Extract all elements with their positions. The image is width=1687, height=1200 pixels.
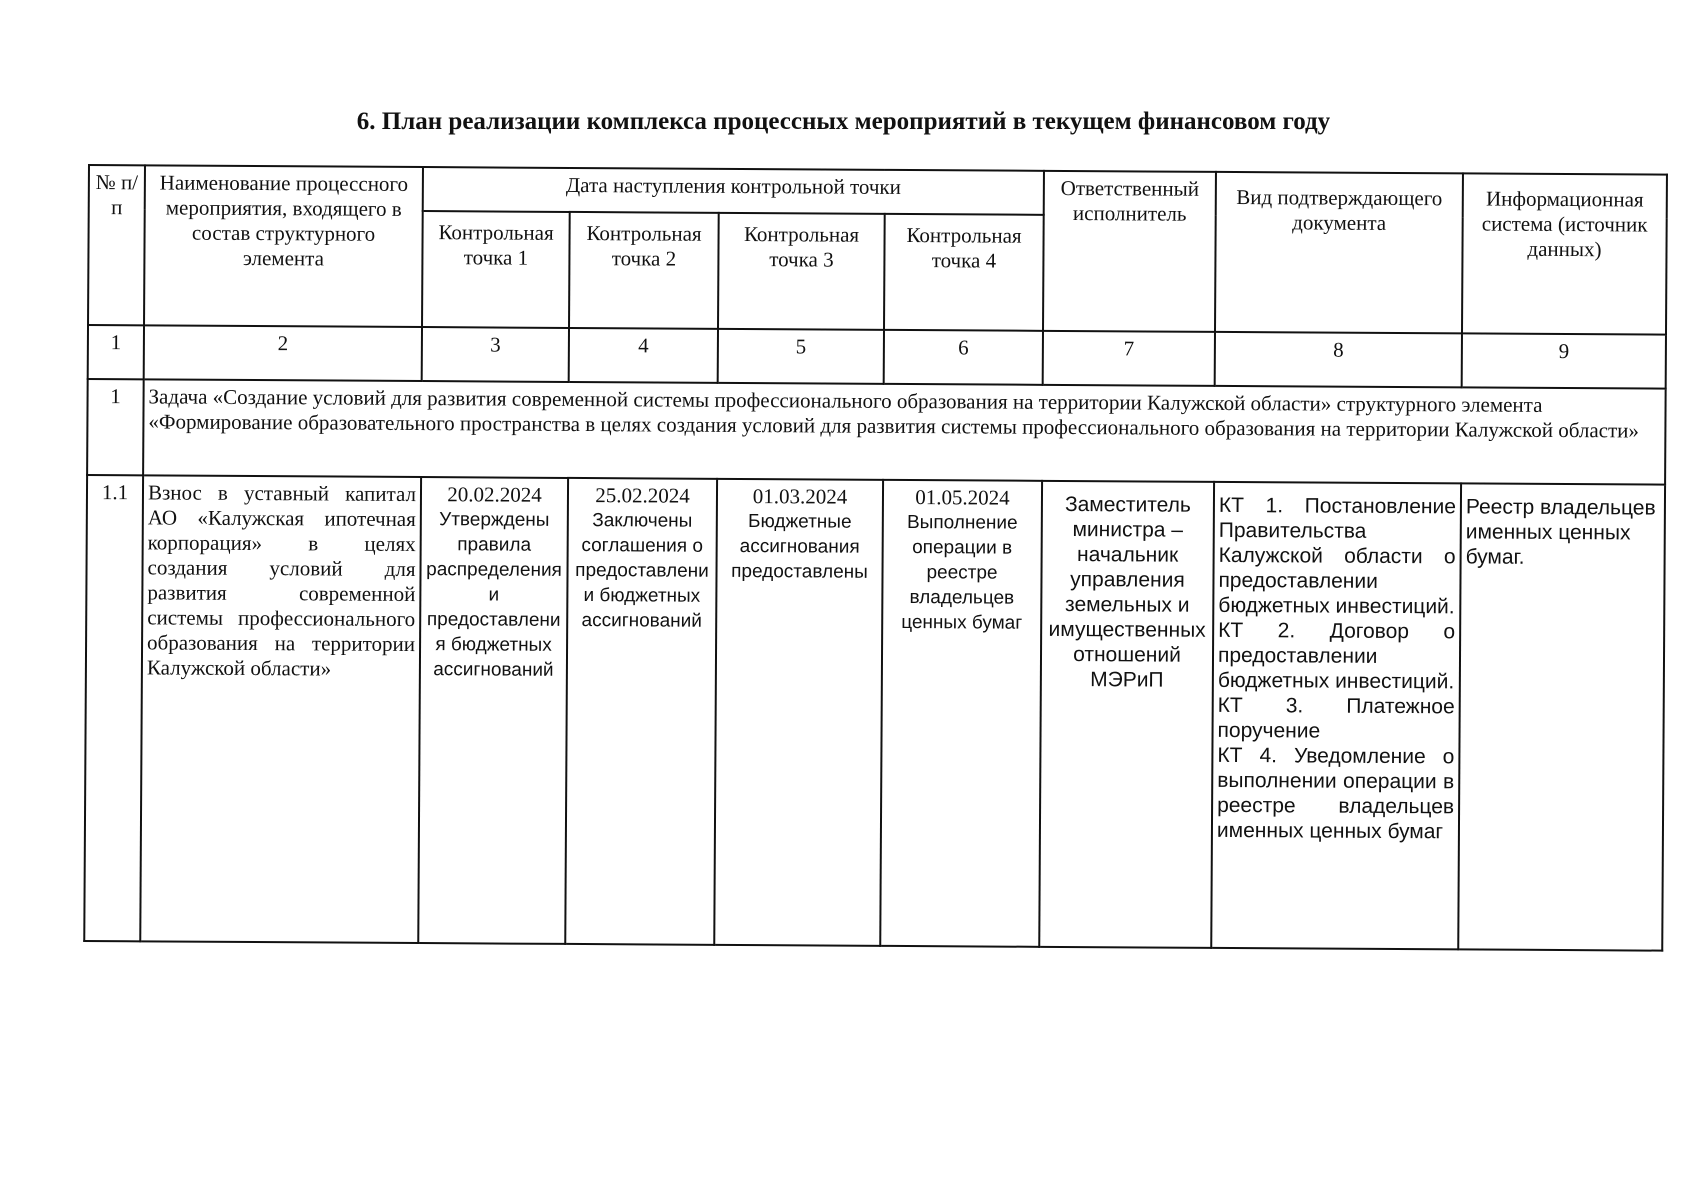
doc-kt2: КТ 2. Договор о предоставлении бюджетных инвестиций. [1217,618,1456,694]
row-cp4 [880,480,1042,947]
row-num: 1.1 [84,475,143,941]
cp2-text: Заключены соглашения о предоставлени и бюджетных ассигнований [575,510,709,632]
header-responsible: Ответственный исполнитель [1043,171,1216,332]
cp3-date: 01.03.2024 [752,484,848,509]
column-number-7: 7 [1043,331,1215,386]
column-number-4: 4 [569,328,718,383]
row-info-system: Реестр владельцев именных ценных бумаг. [1458,483,1665,950]
cp3-text: Бюджетные ассигнования предоставлены [731,511,868,583]
doc-kt4: КТ 4. Уведомление о выполнении операции в реестре владельцев именных ценных бумаг [1216,743,1455,844]
column-number-1: 1 [88,325,144,379]
cp2-date: 25.02.2024 [595,483,690,508]
row-name: Взнос в уставный капитал АО «Калужская ипотечная корпорация» в целях создания условий для развития современной системы профессионального образования на территории Калужской области» [140,475,421,943]
column-number-3: 3 [422,327,569,382]
cp4-date: 01.05.2024 [915,485,1010,510]
column-number-6: 6 [884,330,1043,385]
page-title: 6. План реализации комплекса процессных мероприятий в текущем финансовом году [356,108,1331,135]
cp1-date: 20.02.2024 [447,482,542,507]
column-number-9: 9 [1462,333,1666,388]
task-text: Задача «Создание условий для развития современной системы профессионального образования на территории Калужской области» структурного элемента «Формирование образовательного пространства в целях создания условий для развития системы профессионального образования на территории Калужской области» [143,379,1666,484]
row-cp3 [714,479,883,946]
doc-kt3: КТ 3. Платежное поручение [1217,693,1455,743]
header-cp2: Контрольная точка 2 [569,212,719,329]
task-num: 1 [87,379,144,475]
header-cp4: Контрольная точка 4 [884,214,1044,331]
column-number-8: 8 [1215,332,1462,388]
header-doc-type: Вид подтверждающего документа [1215,172,1463,334]
row-doc-type [1211,482,1461,950]
plan-table [83,164,1668,952]
task-row [87,379,1666,485]
row-cp1 [418,477,568,944]
header-num: № п/п [88,165,145,325]
header-cp3: Контрольная точка 3 [718,213,885,330]
header-row-1 [89,165,1667,219]
cp1-text: Утверждены правила распределения и предоставлени я бюджетных ассигнований [426,509,562,681]
column-number-2: 2 [144,325,422,381]
row-cp2 [565,478,717,945]
header-info-system: Информационная система (источник данных) [1462,173,1667,334]
doc-kt1: КТ 1. Постановление Правительства Калужской области о предоставлении бюджетных инвестиций. [1218,493,1457,619]
header-cp1: Контрольная точка 1 [422,211,570,328]
cp4-text: Выполнение операции в реестре владельцев ценных бумаг [901,512,1023,634]
header-name: Наименование процессного мероприятия, входящего в состав структурного элемента [144,165,423,327]
column-number-row [88,325,1666,389]
header-date-group: Дата наступления контрольной точки [423,167,1044,215]
table-row [84,475,1665,951]
column-number-5: 5 [718,329,884,384]
row-responsible: Заместитель министра – начальник управления земельных и имущественных отношений МЭРиП [1039,481,1214,948]
